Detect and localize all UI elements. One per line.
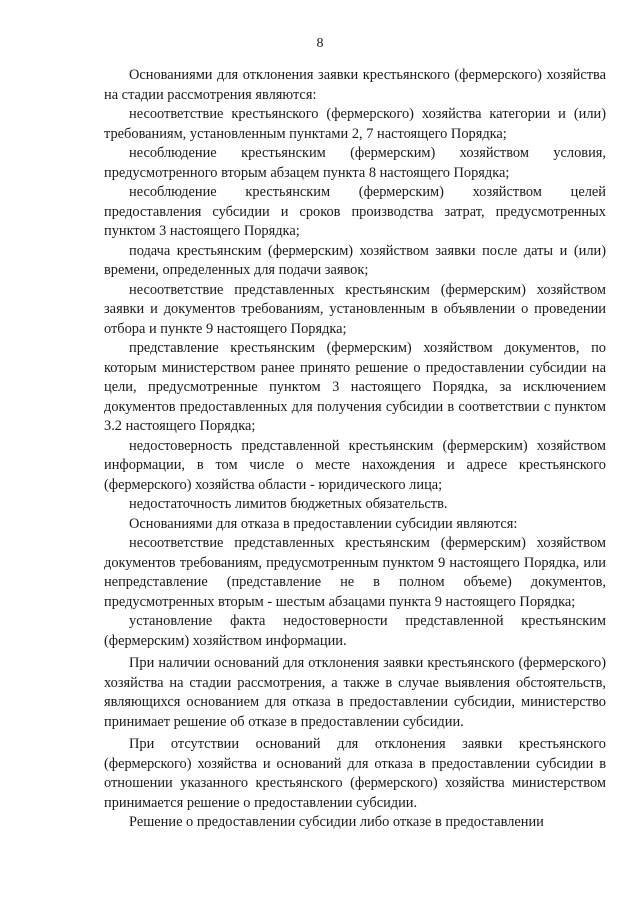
paragraph-refusal-documents: несоответствие представленных крестьянским (фермерским) хозяйством документов требованиям, предусмотренным пунктом 9 настоящего Порядка, или непредставление (представление не в полном объеме) документов, предусмотренных вторым - шестым абзацами пункта 9 настоящего Порядка; bbox=[104, 535, 606, 610]
paragraph-documents-mismatch: несоответствие представленных крестьянским (фермерским) хозяйством заявки и документов требованиям, установленным в объявлении о проведении отбора и пункте 9 настоящего Порядка; bbox=[104, 281, 606, 337]
page-number: 8 bbox=[316, 36, 324, 51]
paragraph-refusal-grounds-intro: Основаниями для отказа в предоставлении субсидии являются: bbox=[129, 515, 518, 532]
paragraph-rejection-grounds-intro: Основаниями для отклонения заявки крестьянского (фермерского) хозяйства на стадии рассмотрения являются: bbox=[104, 67, 606, 103]
document-body bbox=[104, 66, 606, 833]
paragraph-false-information: недостоверность представленной крестьянским (фермерским) хозяйством информации, в том числе о месте нахождения и адресе крестьянского (фермерского) хозяйства области - юридического лица; bbox=[104, 437, 606, 493]
paragraph-refusal-false-info: установление факта недостоверности представленной крестьянским (фермерским) хозяйством информации. bbox=[104, 613, 606, 649]
paragraph-decision-continued: Решение о предоставлении субсидии либо отказе в предоставлении bbox=[129, 814, 544, 830]
paragraph-duplicate-documents: представление крестьянским (фермерским) хозяйством документов, по которым министерством ранее принято решение о предоставлении субсидии на цели, предусмотренные пунктом 3 настоящего Порядка, за исключением документов предоставленных для получения субсидии в соответствии с пунктом 3.2 настоящего Порядка; bbox=[104, 340, 606, 434]
paragraph-refusal-decision: При наличии оснований для отклонения заявки крестьянского (фермерского) хозяйства на стадии рассмотрения, а также в случае выявления обстоятельств, являющихся основанием для отказа в предоставлении субсидии, министерство принимает решение об отказе в предоставлении субсидии. bbox=[104, 655, 606, 730]
paragraph-goals-nonfulfillment: несоблюдение крестьянским (фермерским) хозяйством целей предоставления субсидии и сроков производства затрат, предусмотренных пунктом 3 настоящего Порядка; bbox=[104, 184, 606, 239]
paragraph-condition-nonfulfillment: несоблюдение крестьянским (фермерским) хозяйством условия, предусмотренного вторым абзацем пункта 8 настоящего Порядка; bbox=[104, 145, 606, 181]
paragraph-budget-shortage: недостаточность лимитов бюджетных обязательств. bbox=[129, 496, 448, 512]
paragraph-late-submission: подача крестьянским (фермерским) хозяйством заявки после даты и (или) времени, определенных для подачи заявок; bbox=[104, 242, 606, 278]
paragraph-approval-decision: При отсутствии оснований для отклонения заявки крестьянского (фермерского) хозяйства и оснований для отказа в предоставлении субсидии в отношении указанного крестьянского (фермерского) хозяйства министерством принимается решение о предоставлении субсидии. bbox=[104, 736, 606, 811]
paragraph-category-mismatch: несоответствие крестьянского (фермерского) хозяйства категории и (или) требованиям, установленным пунктами 2, 7 настоящего Порядка; bbox=[104, 106, 606, 142]
